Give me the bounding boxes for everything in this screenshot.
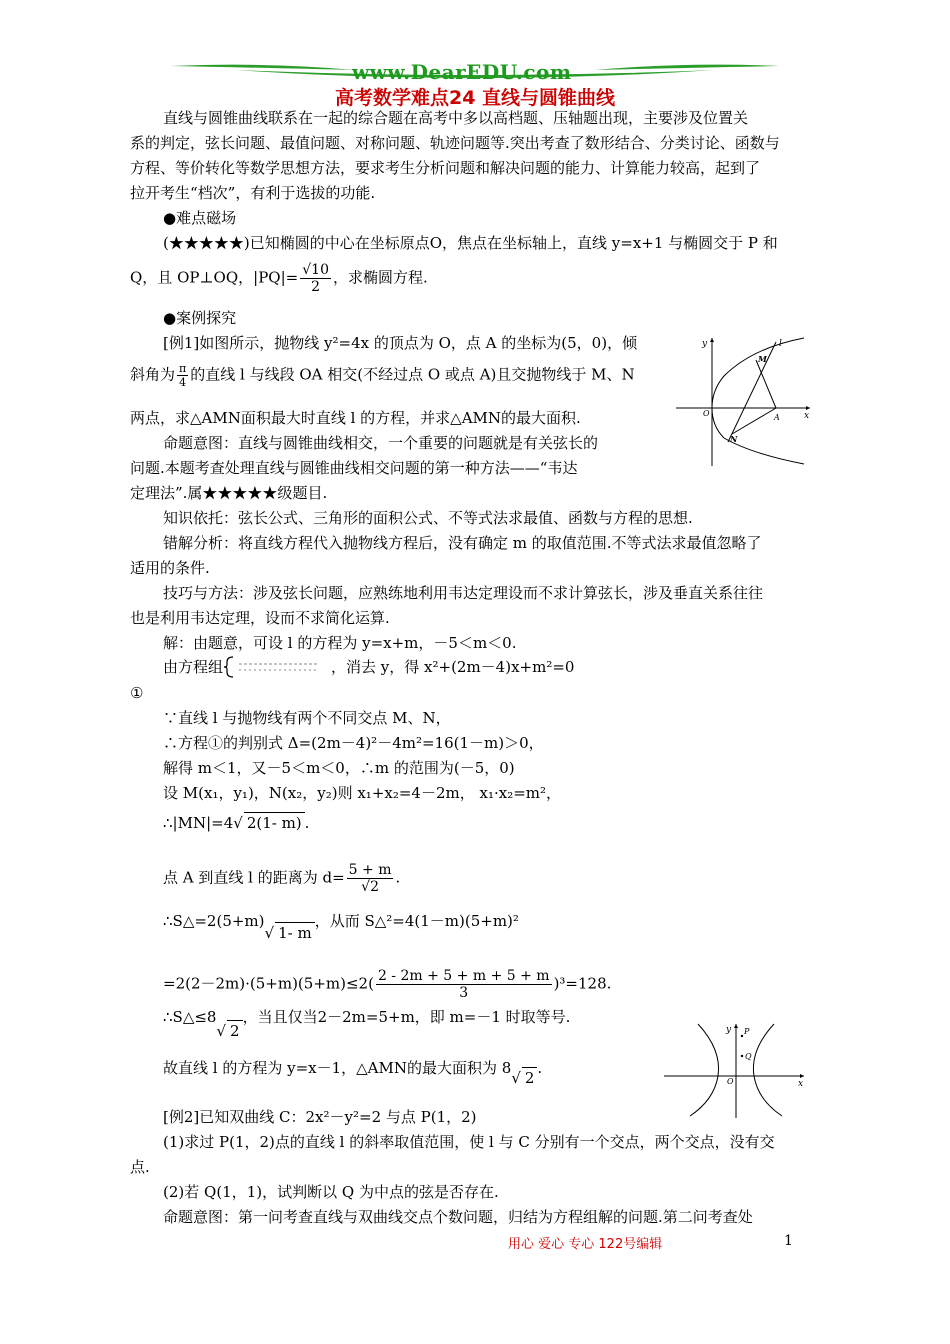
fig1-segment-am (756, 360, 776, 408)
distance-denominator: √2 (361, 879, 379, 895)
problem1-text-b: ，求椭圆方程. (332, 268, 428, 287)
mn-radical (233, 814, 304, 832)
ex1-line18: 设 M(x₁，y₁)，N(x₂，y₂)则 x₁+x₂=4－2m， x₁·x₂=m²， (163, 784, 562, 802)
amgm-fraction (376, 968, 552, 1001)
problem1-line2 (130, 262, 428, 295)
fig2-x-arrow (800, 1074, 804, 1078)
ex1-line1: [例1]如图所示，抛物线 y²=4x 的顶点为 O，点 A 的坐标为(5，0)，倾 (163, 334, 638, 352)
fig2-label-o: O (727, 1077, 734, 1086)
pq-numerator: √10 (302, 262, 329, 278)
ex1-l22-text-a: =2(2－2m)·(5+m)(5+m)≤2( (163, 974, 374, 993)
max-radicand: 2 (227, 1020, 243, 1041)
answer-radical (511, 1069, 537, 1087)
fig1-label-a: A (774, 413, 780, 422)
intro-line-4: 拉开考生“档次”，有利于选拔的功能. (130, 184, 376, 202)
ex1-line19 (163, 812, 309, 833)
page-number: 1 (784, 1233, 793, 1249)
ex1-l2-text-a: 斜角为 (130, 365, 176, 384)
pq-denominator: 2 (311, 279, 321, 295)
swoosh-right (595, 65, 780, 70)
mn-radicand: 2(1- m) (244, 812, 305, 833)
angle-denominator: 4 (179, 376, 187, 389)
ex1-line2 (130, 362, 635, 389)
ex1-l13-text-a: 由方程组 (163, 658, 224, 676)
ex1-line13 (163, 657, 574, 677)
angle-fraction (177, 362, 188, 389)
section-heading-cases: ●案例探究 (163, 309, 237, 327)
figure-hyperbola (660, 1020, 810, 1120)
intro-line-3: 方程、等价转化等数学思想方法，要求考生分析问题和解决问题的能力、计算能力较高，起到了 (130, 159, 761, 177)
ex2-line4: (2)若 Q(1，1)，试判断以 Q 为中点的弦是否存在. (163, 1183, 499, 1201)
ex1-l13-text-b: ，消去 y，得 x²+(2m－4)x+m²=0 (331, 658, 575, 676)
ex1-line5: 问题.本题考查处理直线与圆锥曲线相交问题的第一种方法——“韦达 (130, 459, 578, 477)
fig1-label-o: O (703, 409, 710, 418)
fig1-label-m: M (758, 354, 767, 364)
fig1-label-n: N (730, 434, 738, 444)
ex1-line21 (163, 910, 519, 942)
ex1-l22-text-b: )³=128. (553, 974, 612, 993)
fig2-y-arrow (734, 1024, 738, 1028)
ex1-line24 (163, 1057, 543, 1087)
fig1-label-x: x (804, 411, 810, 421)
ex1-line7: 知识依托：弦长公式、三角形的面积公式、不等式法求最值、函数与方程的思想. (163, 509, 693, 527)
pq-fraction (300, 262, 331, 295)
ex1-l23-text-a: ∴S△≤8 (163, 1008, 217, 1026)
ex1-line10: 技巧与方法：涉及弦长问题，应熟练地利用韦达定理设而不求计算弦长，涉及垂直关系往往 (163, 584, 764, 602)
angle-numerator: π (179, 362, 187, 375)
section-heading-difficulty: ●难点磁场 (163, 209, 237, 227)
distance-fraction (347, 862, 394, 895)
ex1-line14: ① (130, 684, 144, 702)
ex1-line16: ∴方程①的判别式 Δ=(2m－4)²－4m²=16(1－m)＞0， (163, 734, 544, 752)
ex1-line15: ∵直线 l 与抛物线有两个不同交点 M、N， (163, 709, 451, 727)
ex1-line4: 命题意图：直线与圆锥曲线相交，一个重要的问题就是有关弦长的 (163, 434, 599, 452)
fig2-label-q: Q (745, 1052, 752, 1061)
ex1-line22 (163, 968, 611, 1001)
ex1-l21-text-a: ∴S△=2(5+m) (163, 912, 265, 930)
problem1-line1: (★★★★★)已知椭圆的中心在坐标原点O，焦点在坐标轴上，直线 y=x+1 与椭圆交于 P 和 (163, 234, 778, 252)
page-title: 高考数学难点24 直线与圆锥曲线 (335, 87, 616, 109)
swoosh-left (170, 65, 355, 70)
fig2-point-p (741, 1035, 743, 1037)
fig2-label-x: x (798, 1079, 804, 1089)
ex1-l24-text-a: 故直线 l 的方程为 y=x－1，△AMN的最大面积为 8 (163, 1059, 512, 1077)
ex1-line12: 解：由题意，可设 l 的方程为 y=x+m，－5＜m＜0. (163, 634, 517, 652)
footer-text: 用心 爱心 专心 122号编辑 (508, 1237, 663, 1252)
ex2-line2: (1)求过 P(1，2)点的直线 l 的斜率取值范围，使 l 与 C 分别有一个交点，两个交点，没有交 (163, 1133, 775, 1151)
ex1-line23 (163, 1006, 571, 1040)
area-radical (265, 924, 315, 942)
fig2-point-q (741, 1055, 743, 1057)
answer-radicand: 2 (522, 1067, 538, 1088)
ex2-line5: 命题意图：第一问考查直线与双曲线交点个数问题，归结为方程组解的问题.第二问考查处 (163, 1208, 753, 1226)
problem1-text-a: Q，且 OP⊥OQ，|PQ|= (130, 268, 299, 287)
area-radicand: 1- m (275, 922, 315, 943)
ex1-l23-text-b: ，当且仅当2－2m=5+m，即 m=－1 时取等号. (242, 1008, 571, 1026)
ex1-line8: 错解分析：将直线方程代入抛物线方程后，没有确定 m 的取值范围.不等式法求最值忽略了 (163, 534, 762, 552)
distance-numerator: 5 + m (348, 862, 392, 878)
ex1-line11: 也是利用韦达定理，设而不求简化运算. (130, 609, 390, 627)
fig1-y-arrow (710, 338, 714, 342)
ex1-l2-text-b: 的直线 l 与线段 OA 相交(不经过点 O 或点 A)且交抛物线于 M、N (190, 365, 635, 384)
ex1-line17: 解得 m＜1，又－5＜m＜0，∴m 的范围为(－5，0) (163, 759, 515, 777)
ex1-l19-text-b: . (304, 814, 310, 832)
fig1-label-l: l (779, 339, 782, 349)
ex1-l20-text-a: 点 A 到直线 l 的距离为 d= (163, 868, 345, 887)
figure-parabola (672, 330, 817, 470)
intro-line-2: 系的判定，弦长问题、最值问题、对称问题、轨迹问题等.突出考查了数形结合、分类讨论、函数与 (130, 134, 780, 152)
equation-system-brace (223, 657, 331, 677)
amgm-denominator: 3 (459, 985, 469, 1001)
ex1-line20 (163, 862, 400, 895)
site-logo-text: www.DearEDU.com (352, 60, 572, 84)
fig2-label-y: y (726, 1025, 732, 1035)
ex1-line3: 两点，求△AMN面积最大时直线 l 的方程，并求△AMN的最大面积. (130, 409, 581, 427)
ex1-l20-text-b: . (395, 868, 401, 887)
ex1-line6: 定理法”.属★★★★★级题目. (130, 484, 328, 502)
max-radical (216, 1022, 242, 1040)
ex2-line1: [例2]已知双曲线 C：2x²－y²=2 与点 P(1，2) (163, 1108, 477, 1126)
fig1-x-arrow (806, 406, 810, 410)
ex2-line3: 点. (130, 1158, 150, 1176)
fig2-right-branch (753, 1024, 782, 1116)
ex1-l21-text-b: ，从而 S△²=4(1－m)(5+m)² (314, 912, 519, 930)
amgm-numerator: 2 - 2m + 5 + m + 5 + m (377, 968, 550, 984)
fig2-left-branch (690, 1024, 719, 1116)
ex1-line9: 适用的条件. (130, 559, 210, 577)
intro-line-1: 直线与圆锥曲线联系在一起的综合题在高考中多以高档题、压轴题出现，主要涉及位置关 (163, 109, 749, 127)
fig2-label-p: P (744, 1027, 750, 1036)
fig1-label-y: y (702, 339, 708, 349)
ex1-l19-text-a: ∴|MN|=4 (163, 814, 234, 832)
ex1-l24-text-b: . (537, 1059, 543, 1077)
